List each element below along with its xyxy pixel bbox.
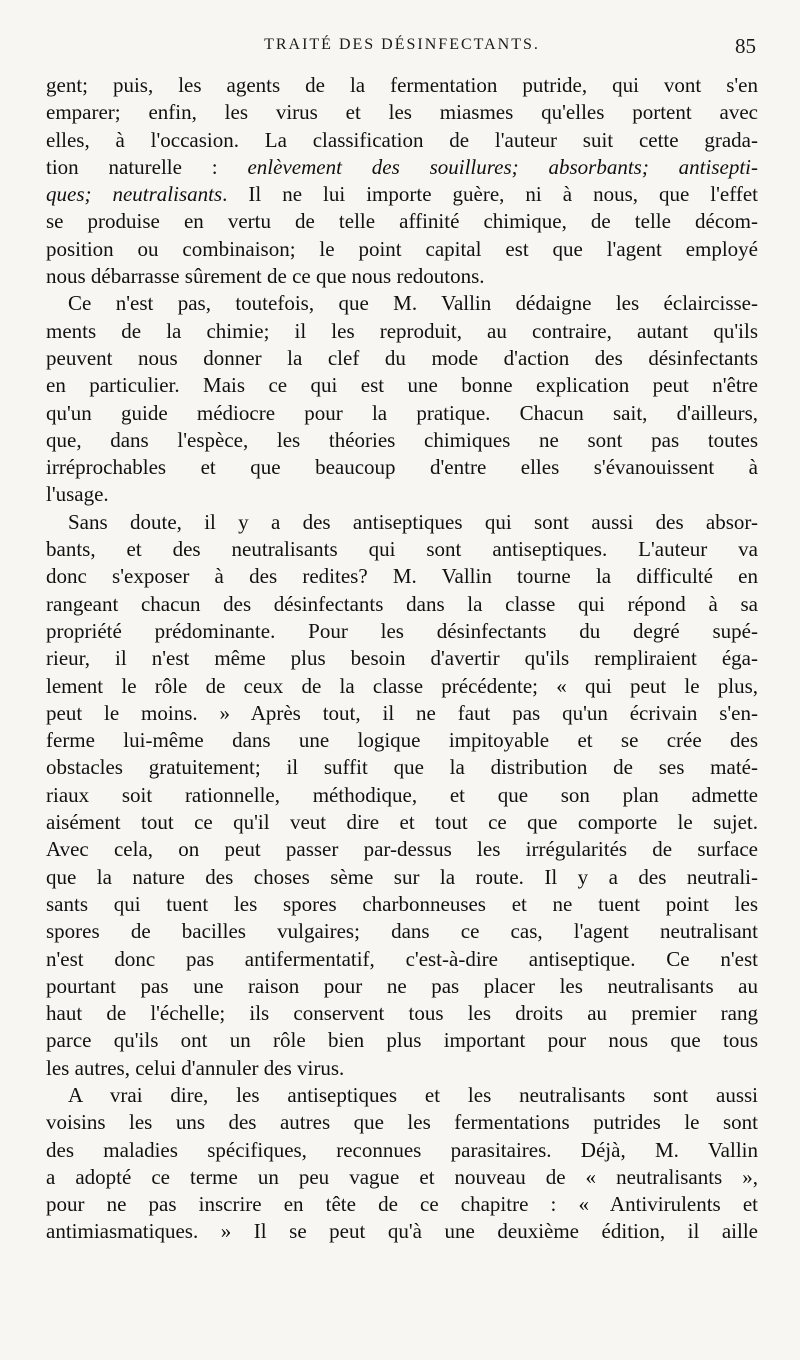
line-text: rieur, il n'est même plus besoin d'avertir qu'ils rempliraient éga-	[46, 646, 758, 671]
text-line	[46, 72, 758, 99]
text-line	[46, 372, 758, 399]
text-line	[46, 400, 758, 427]
line-text: l'usage.	[46, 482, 109, 507]
text-line	[46, 318, 758, 345]
body-text	[46, 72, 758, 1246]
text-line	[46, 454, 758, 481]
line-text: irréprochables et que beaucoup d'entre elles s'évanouissent à	[46, 455, 758, 480]
text-line	[46, 809, 758, 836]
line-text: se produise en vertu de telle affinité chimique, de telle décom-	[46, 209, 758, 234]
text-line	[46, 673, 758, 700]
text-line	[46, 700, 758, 727]
line-text: elles, à l'occasion. La classification de l'auteur suit cette grada-	[46, 127, 758, 152]
line-text: des maladies spécifiques, reconnues parasitaires. Déjà, M. Vallin	[46, 1137, 758, 1162]
line-text: position ou combinaison; le point capital est que l'agent employé	[46, 236, 758, 261]
page-header	[46, 34, 758, 64]
line-text: aisément tout ce qu'il veut dire et tout ce que comporte le sujet.	[46, 810, 758, 835]
italic-text: ques; neutralisants	[46, 182, 223, 207]
text-line	[46, 1027, 758, 1054]
text-line	[46, 918, 758, 945]
text-line	[46, 536, 758, 563]
text-line	[46, 481, 758, 508]
text-line	[46, 263, 758, 290]
line-text: que la nature des choses sème sur la route. Il y a des neutrali-	[46, 864, 758, 889]
text-line	[46, 1109, 758, 1136]
line-text: Sans doute, il y a des antiseptiques qui sont aussi des absor-	[68, 509, 758, 534]
text-line	[46, 645, 758, 672]
line-text: rangeant chacun des désinfectants dans la classe qui répond à sa	[46, 591, 758, 616]
line-text: donc s'exposer à des redites? M. Vallin tourne la difficulté en	[46, 564, 758, 589]
text-line	[46, 727, 758, 754]
text-line	[46, 1191, 758, 1218]
text-line	[46, 509, 758, 536]
line-text: que, dans l'espèce, les théories chimiques ne sont pas toutes	[46, 427, 758, 452]
text-line	[46, 1000, 758, 1027]
line-text: obstacles gratuitement; il suffit que la distribution de ses maté-	[46, 755, 758, 780]
line-text: Avec cela, on peut passer par-dessus les irrégularités de surface	[46, 837, 758, 862]
text-line	[46, 864, 758, 891]
text-line	[46, 99, 758, 126]
page-number: 85	[735, 34, 756, 58]
text-line	[46, 563, 758, 590]
line-text: les autres, celui d'annuler des virus.	[46, 1055, 345, 1080]
text-line	[46, 427, 758, 454]
line-text: ments de la chimie; il les reproduit, au contraire, autant qu'ils	[46, 318, 758, 343]
line-text: bants, et des neutralisants qui sont antiseptiques. L'auteur va	[46, 537, 758, 562]
text-line	[46, 782, 758, 809]
running-title: TRAITÉ DES DÉSINFECTANTS.	[264, 36, 540, 53]
text-line	[46, 181, 758, 208]
line-text: voisins les uns des autres que les fermentations putrides le sont	[46, 1110, 758, 1135]
line-text: peuvent nous donner la clef du mode d'action des désinfectants	[46, 345, 758, 370]
line-text: propriété prédominante. Pour les désinfectants du degré supé-	[46, 618, 758, 643]
line-text: riaux soit rationnelle, méthodique, et que son plan admette	[46, 782, 758, 807]
text-line	[46, 973, 758, 1000]
italic-text: enlèvement des souillures; absorbants; antisepti-	[247, 154, 758, 179]
text-line	[46, 127, 758, 154]
line-text: A vrai dire, les antiseptiques et les neutralisants sont aussi	[68, 1082, 758, 1107]
line-text: sants qui tuent les spores charbonneuses et ne tuent point les	[46, 891, 758, 916]
text-line	[46, 1055, 758, 1082]
line-text: qu'un guide médiocre pour la pratique. Chacun sait, d'ailleurs,	[46, 400, 758, 425]
text-line	[46, 154, 758, 181]
line-text: spores de bacilles vulgaires; dans ce cas, l'agent neutralisant	[46, 919, 758, 944]
line-text: pour ne pas inscrire en tête de ce chapitre : « Antivirulents et	[46, 1192, 758, 1217]
text-line	[46, 1164, 758, 1191]
text-line	[46, 1137, 758, 1164]
text-line	[46, 290, 758, 317]
text-line	[46, 618, 758, 645]
text-line	[46, 754, 758, 781]
line-text: n'est donc pas antifermentatif, c'est-à-dire antiseptique. Ce n'est	[46, 946, 758, 971]
line-text: antimiasmatiques. » Il se peut qu'à une deuxième édition, il aille	[46, 1219, 758, 1244]
line-text: parce qu'ils ont un rôle bien plus important pour nous que tous	[46, 1028, 758, 1053]
line-text: nous débarrasse sûrement de ce que nous redoutons.	[46, 264, 485, 289]
text-line	[46, 236, 758, 263]
text-line	[46, 1218, 758, 1245]
text-line	[46, 591, 758, 618]
line-text: emparer; enfin, les virus et les miasmes qu'elles portent avec	[46, 100, 758, 125]
line-text: pourtant pas une raison pour ne pas placer les neutralisants au	[46, 973, 758, 998]
text-line	[46, 836, 758, 863]
line-text: peut le moins. » Après tout, il ne faut pas qu'un écrivain s'en-	[46, 700, 758, 725]
text-line	[46, 208, 758, 235]
line-text: lement le rôle de ceux de la classe précédente; « qui peut le plus,	[46, 673, 758, 698]
line-text: tion naturelle :	[46, 154, 248, 179]
text-line	[46, 946, 758, 973]
line-text: haut de l'échelle; ils conservent tous les droits au premier rang	[46, 1001, 758, 1026]
text-line	[46, 891, 758, 918]
line-text: Ce n'est pas, toutefois, que M. Vallin dédaigne les éclaircisse-	[68, 291, 758, 316]
line-text: en particulier. Mais ce qui est une bonne explication peut n'être	[46, 373, 758, 398]
line-text: . Il ne lui importe guère, ni à nous, que l'effet	[222, 182, 758, 207]
line-text: a adopté ce terme un peu vague et nouveau de « neutralisants »,	[46, 1164, 758, 1189]
line-text: ferme lui-même dans une logique impitoyable et se crée des	[46, 728, 758, 753]
text-line	[46, 1082, 758, 1109]
text-line	[46, 345, 758, 372]
line-text: gent; puis, les agents de la fermentation putride, qui vont s'en	[46, 73, 758, 97]
